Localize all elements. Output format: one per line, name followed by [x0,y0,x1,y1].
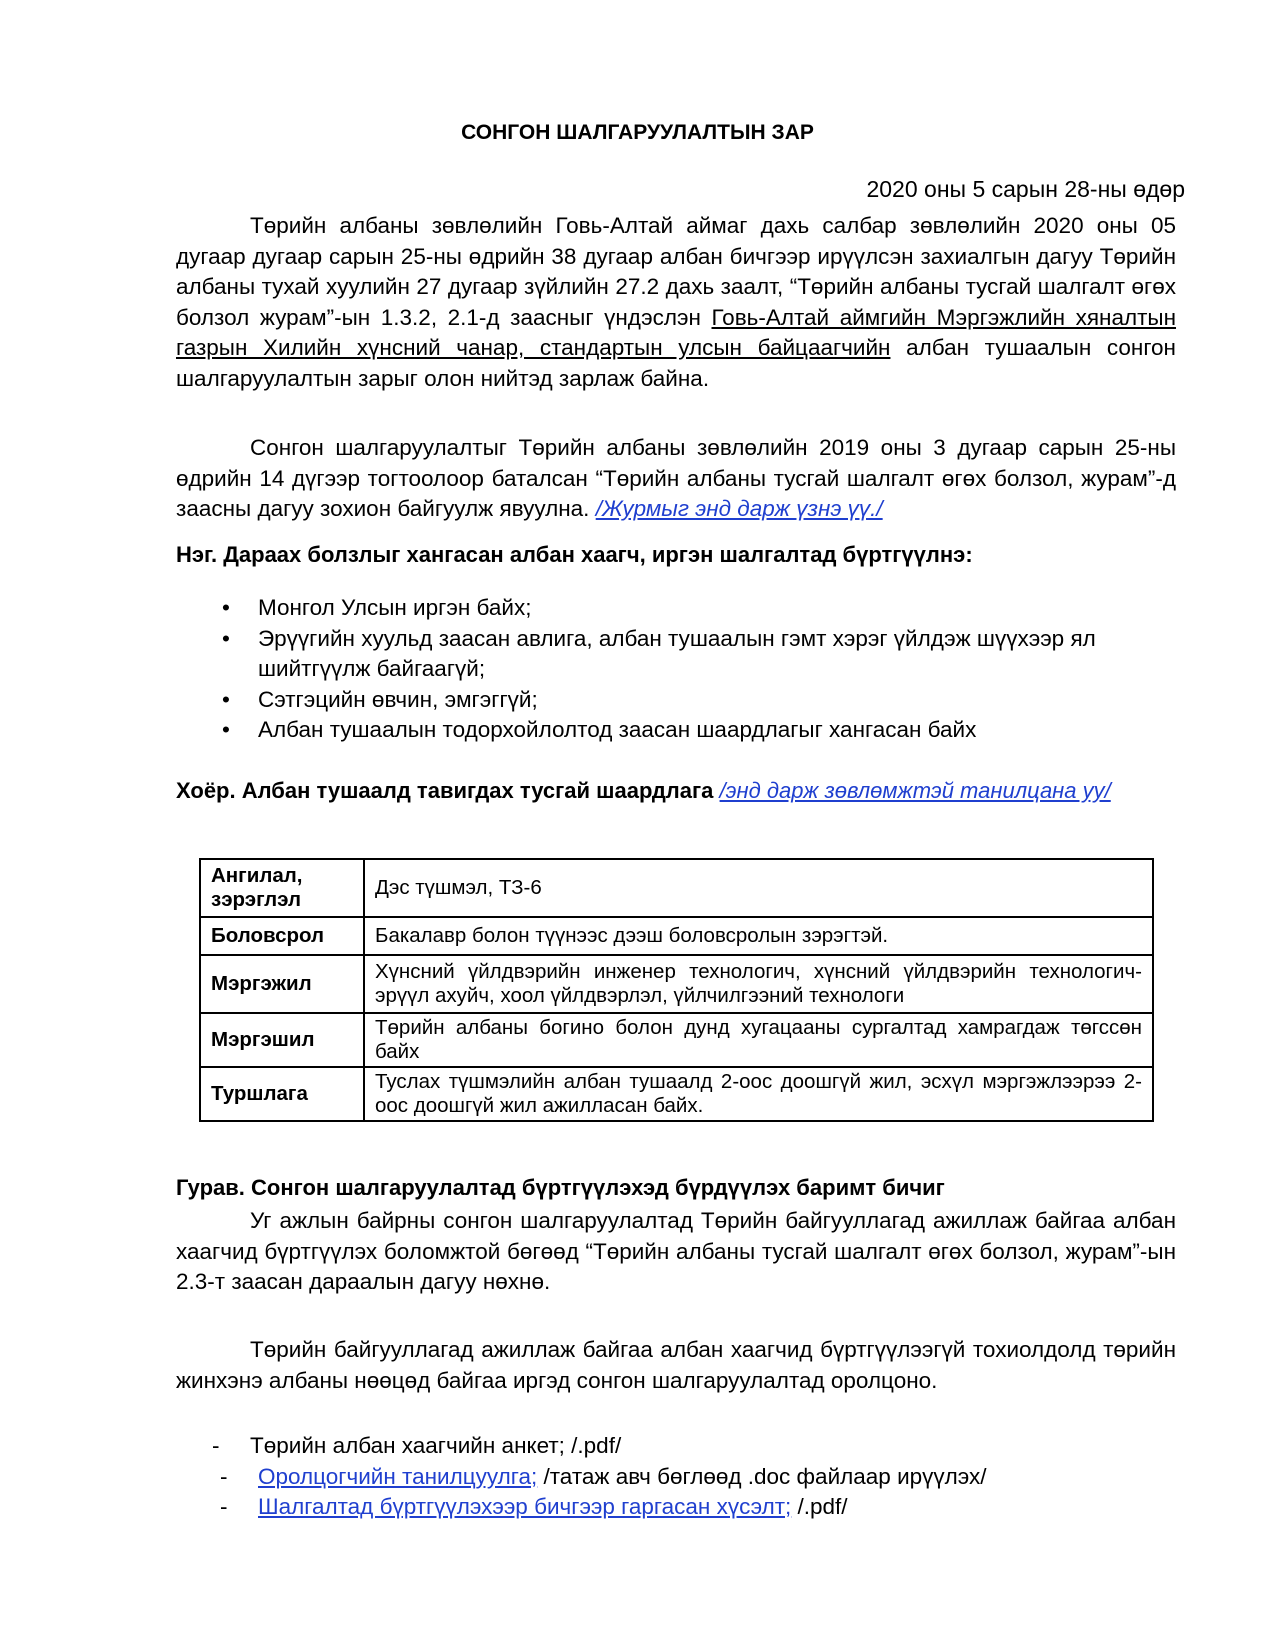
participant-form-link[interactable]: Оролцогчийн танилцуулга; [258,1463,538,1489]
list-item: - Шалгалтад бүртгүүлэхээр бичгээр гаргасан хүсэлт; /.pdf/ [220,1492,1192,1523]
requirements-table [199,858,1154,1122]
bullet-icon: • [222,686,230,712]
table-row [200,1013,1153,1067]
application-link[interactable]: Шалгалтад бүртгүүлэхээр бичгээр гаргасан хүсэлт; [258,1494,792,1519]
section2-heading: Хоёр. Албан тушаалд тавигдах тусгай шаардлага /энд дарж зөвлөмжтэй танилцана уу/ [176,778,1111,803]
list-item: • Сэтгэцийн өвчин, эмгэггүй; [176,685,1176,716]
documents-list [212,1431,1192,1523]
section1-heading: Нэг. Дараах болзлыг хангасан албан хаагч, иргэн шалгалтад бүртгүүлнэ: [176,542,973,567]
list-item: - Оролцогчийн танилцуулга; /татаж авч бөглөөд .doc файлаар ирүүлэх/ [220,1462,1192,1493]
page-title: СОНГОН ШАЛГАРУУЛАЛТЫН ЗАР [461,121,814,144]
intro-text-before: Төрийн албаны зөвлөлийн Говь-Алтай аймаг дахь салбар зөвлөлийн 2020 оны 05 дугаар дугаар сарын 25-ны өдрийн 38 дугаар албан бичгээр ирүүлсэн захиалгын дагуу Төрийн албаны тухай хуулийн 27 дугаар зүйлийн 27.2 дахь заалт, “Төрийн албаны тусгай шалгалт өгөх болзол журам”-ын 1.3.2, 2.1-д заасныг үндэслэн [176,213,1176,330]
table-row [200,1067,1153,1121]
position-title: Говь-Алтай аймгийн Мэргэжлийн хяналтын газрын Хилийн хүнсний чанар, стандартын улсын байцаагчийн [176,304,1177,360]
intro-text-after: албан тушаалын сонгон шалгаруулалтын зарыг олон нийтэд зарлаж байна. [176,335,1176,391]
row-key: Ангилал, зэрэглэл [200,859,364,917]
dash-icon: - [220,1463,228,1489]
row-key: Боловсрол [200,917,364,955]
row-value: Төрийн албаны богино болон дунд хугацааны сургалтад хамрагдаж төгссөн байх [364,1013,1153,1067]
document-date: 2020 оны 5 сарын 28-ны өдөр [866,176,1185,202]
recommendation-link[interactable]: /энд дарж зөвлөмжтэй танилцана уу/ [719,778,1111,803]
dash-icon: - [220,1494,228,1519]
row-value: Дэс түшмэл, ТЗ-6 [364,859,1153,917]
row-key: Мэргэжил [200,955,364,1013]
bullet-icon: • [222,717,230,742]
section3-paragraph-2: Төрийн байгууллагад ажиллаж байгаа албан хаагчид бүртгүүлээгүй тохиолдолд төрийн жинхэнэ албаны нөөцөд байгаа иргэд сонгон шалгаруулалтад оролцоно. [176,1337,1176,1393]
row-value: Хүнсний үйлдвэрийн инженер технологич, хүнсний үйлдвэрийн технологич-эрүүл ахуйч, хоол үйлдвэрлэл, үйлчилгээний технологи [364,955,1153,1013]
list-item: • Эрүүгийн хуульд заасан авлига, албан тушаалын гэмт хэрэг үйлдэж шүүхээр ял шийтгүүлж байгаагүй; [222,625,1096,681]
row-key: Мэргэшил [200,1013,364,1067]
bullet-icon: • [222,625,230,651]
row-value: Туслах түшмэлийн албан тушаалд 2-оос доошгүй жил, эсхүл мэргэжлээрээ 2-оос доошгүй жил ажилласан байх. [364,1067,1153,1121]
regulation-link[interactable]: /Журмыг энд дарж үзнэ үү./ [595,496,883,521]
table-row [200,917,1153,955]
intro-paragraph [176,211,1176,394]
list-item: • Албан тушаалын тодорхойлолтод заасан шаардлагыг хангасан байх [176,715,1176,746]
procedure-text: Сонгон шалгаруулалтыг Төрийн албаны зөвлөлийн 2019 оны 3 дугаар сарын 25-ны өдрийн 14 дүгээр тогтоолоор баталсан “Төрийн албаны тусгай шалгалт өгөх болзол, журам”-д заасны дагуу зохион байгуулж явуулна. [176,435,1176,521]
dash-icon: - [212,1433,220,1458]
row-key: Туршлага [200,1067,364,1121]
bullet-icon: • [222,595,230,620]
section3-paragraph-1: Уг ажлын байрны сонгон шалгаруулалтад Төрийн байгууллагад ажиллаж байгаа албан хаагчид бүртгүүлэх боломжтой бөгөөд “Төрийн албаны тусгай шалгалт өгөх болзол, журам”-ын 2.3-т заасан дараалын дагуу нөхнө. [176,1208,1176,1294]
table-row [200,859,1153,917]
table-row [200,955,1153,1013]
list-item: • Монгол Улсын иргэн байх; [176,593,1176,624]
list-item: - Төрийн албан хаагчийн анкет; /.pdf/ [212,1431,1192,1462]
requirements-list [176,593,1176,746]
section3-heading: Гурав. Сонгон шалгаруулалтад бүртгүүлэхэд бүрдүүлэх баримт бичиг [176,1175,945,1200]
row-value: Бакалавр болон түүнээс дээш боловсролын зэрэгтэй. [364,917,1153,955]
procedure-paragraph [176,433,1176,525]
